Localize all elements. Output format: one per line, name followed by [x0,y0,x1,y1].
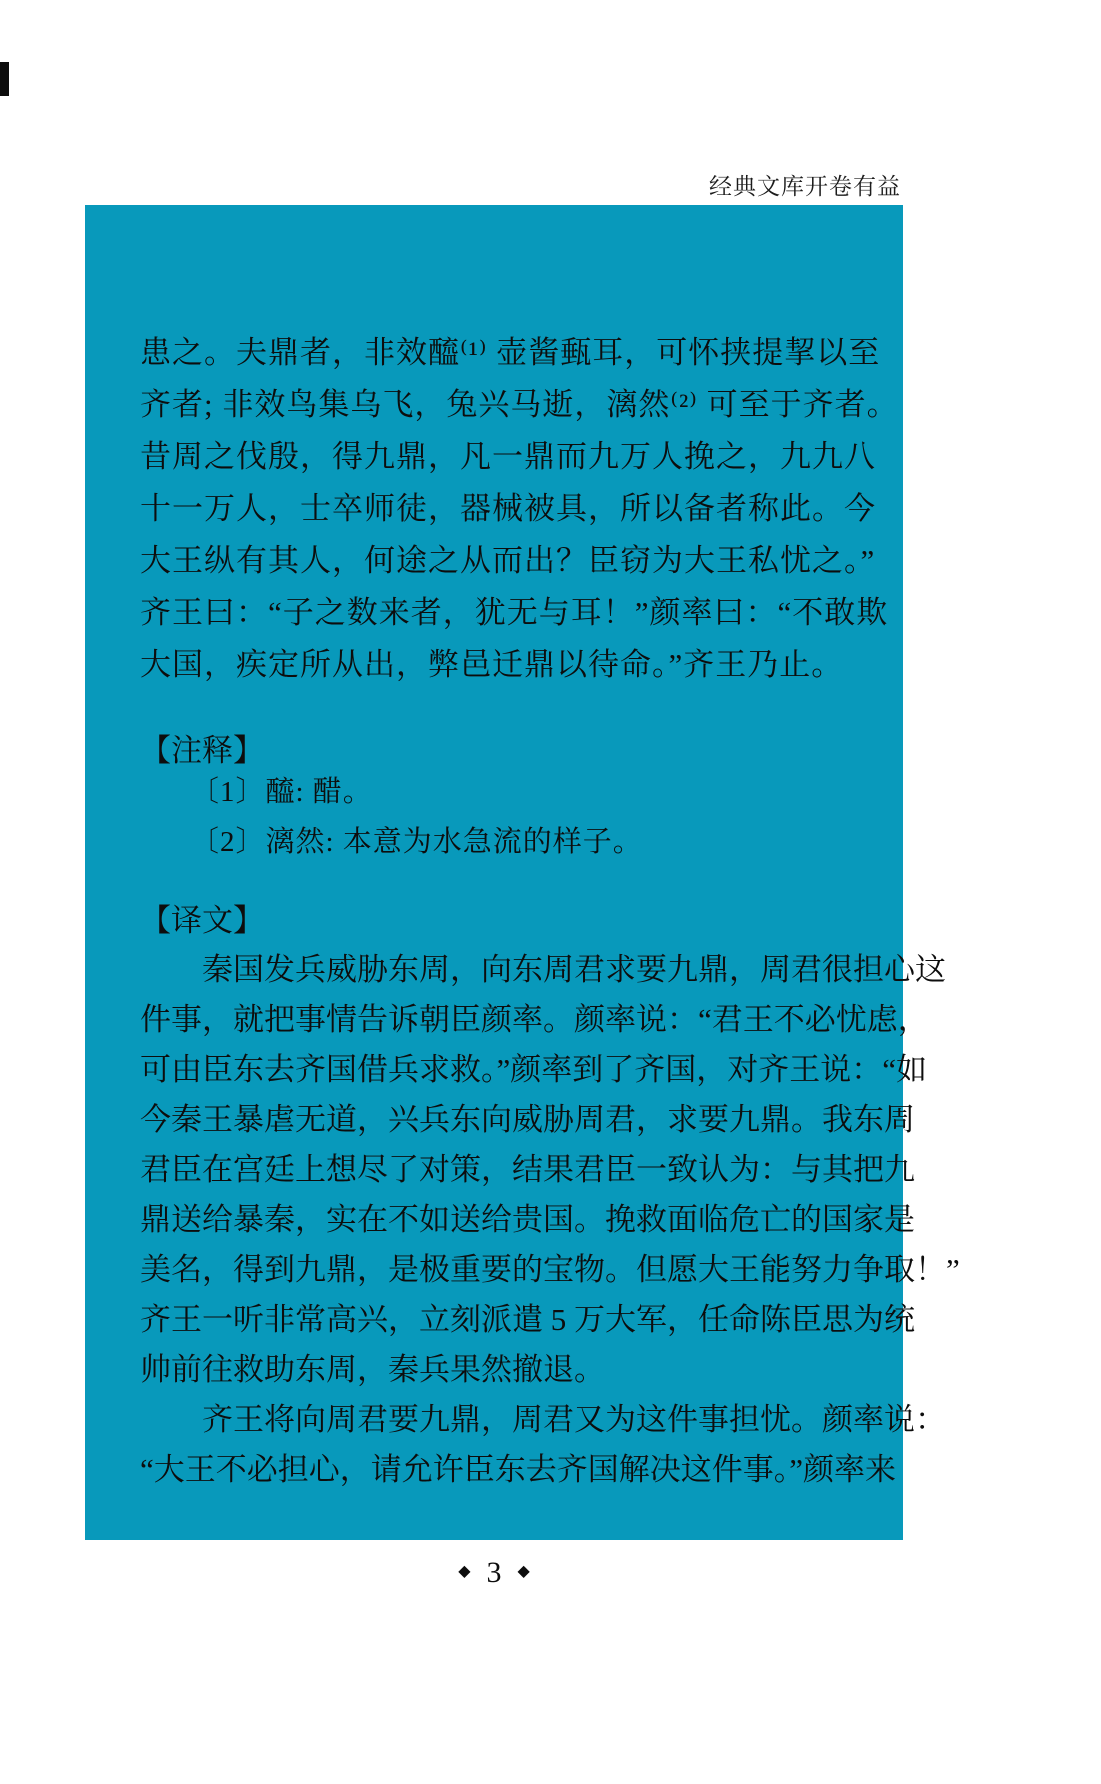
diamond-ornament-left: ◆ [458,1561,471,1580]
translation-text-line: “大王不必担心，请允许臣东去齐国解决这件事。”颜率来 [140,1452,897,1487]
classical-text-line: 大国，疾定所从出，弊邑迁鼎以待命。”齐王乃止。 [140,647,844,682]
translation-text-line: 可由臣东去齐国借兵求救。”颜率到了齐国，对齐王说：“如 [140,1052,928,1087]
translation-text-line: 鼎送给暴秦，实在不如送给贵国。挽救面临危亡的国家是 [140,1202,915,1237]
classical-text-line: 患之。夫鼎者，非效醯⁽¹⁾ 壶酱甀耳，可怀挟提挈以至 [140,335,881,370]
classical-text-line: 十一万人，士卒师徒，器械被具，所以备者称此。今 [140,491,876,526]
classical-text-line: 昔周之伐殷，得九鼎，凡一鼎而九万人挽之，九九八 [140,439,876,474]
classical-text-line: 齐者; 非效鸟集乌飞，兔兴马逝，漓然⁽²⁾ 可至于齐者。 [140,387,899,422]
notes-list [190,767,870,867]
translation-text-line: 美名，得到九鼎，是极重要的宝物。但愿大王能努力争取！” [140,1252,960,1287]
page-number: 3 [486,1556,502,1589]
translation-text-line: 齐王一听非常高兴，立刻派遣 5 万大军，任命陈臣思为统 [140,1302,915,1337]
classical-text-line: 齐王曰：“子之数来者，犹无与耳！”颜率曰：“不敢欺 [140,595,889,630]
classical-text-line: 大王纵有其人，何途之从而出？臣窃为大王私忧之。” [140,543,876,578]
translation-text-line: 今秦王暴虐无道，兴兵东向威胁周君，求要九鼎。我东周 [140,1102,915,1137]
translation-text-line: 件事，就把事情告诉朝臣颜率。颜率说：“君王不必忧虑， [140,1002,929,1037]
translation-text [140,945,960,1495]
left-edge-mark [0,62,9,96]
page-footer [85,1556,903,1590]
translation-text-line: 秦国发兵威胁东周，向东周君求要九鼎，周君很担心这 [202,952,946,987]
translation-section-header: 【译文】 [140,903,264,938]
diamond-ornament-right: ◆ [517,1561,530,1580]
translation-text-line: 齐王将向周君要九鼎，周君又为这件事担忧。颜率说： [202,1402,946,1437]
content-panel [85,205,960,1540]
classical-text [140,327,899,691]
note-item: 〔1〕醯: 醋。 [190,776,373,808]
note-item: 〔2〕漓然: 本意为水急流的样子。 [190,826,643,858]
notes-section-header: 【注释】 [140,733,264,768]
running-header: 经典文库开卷有益 [709,174,901,199]
translation-text-line: 帅前往救助东周，秦兵果然撤退。 [140,1352,605,1387]
translation-text-line: 君臣在宫廷上想尽了对策，结果君臣一致认为：与其把九 [140,1152,915,1187]
